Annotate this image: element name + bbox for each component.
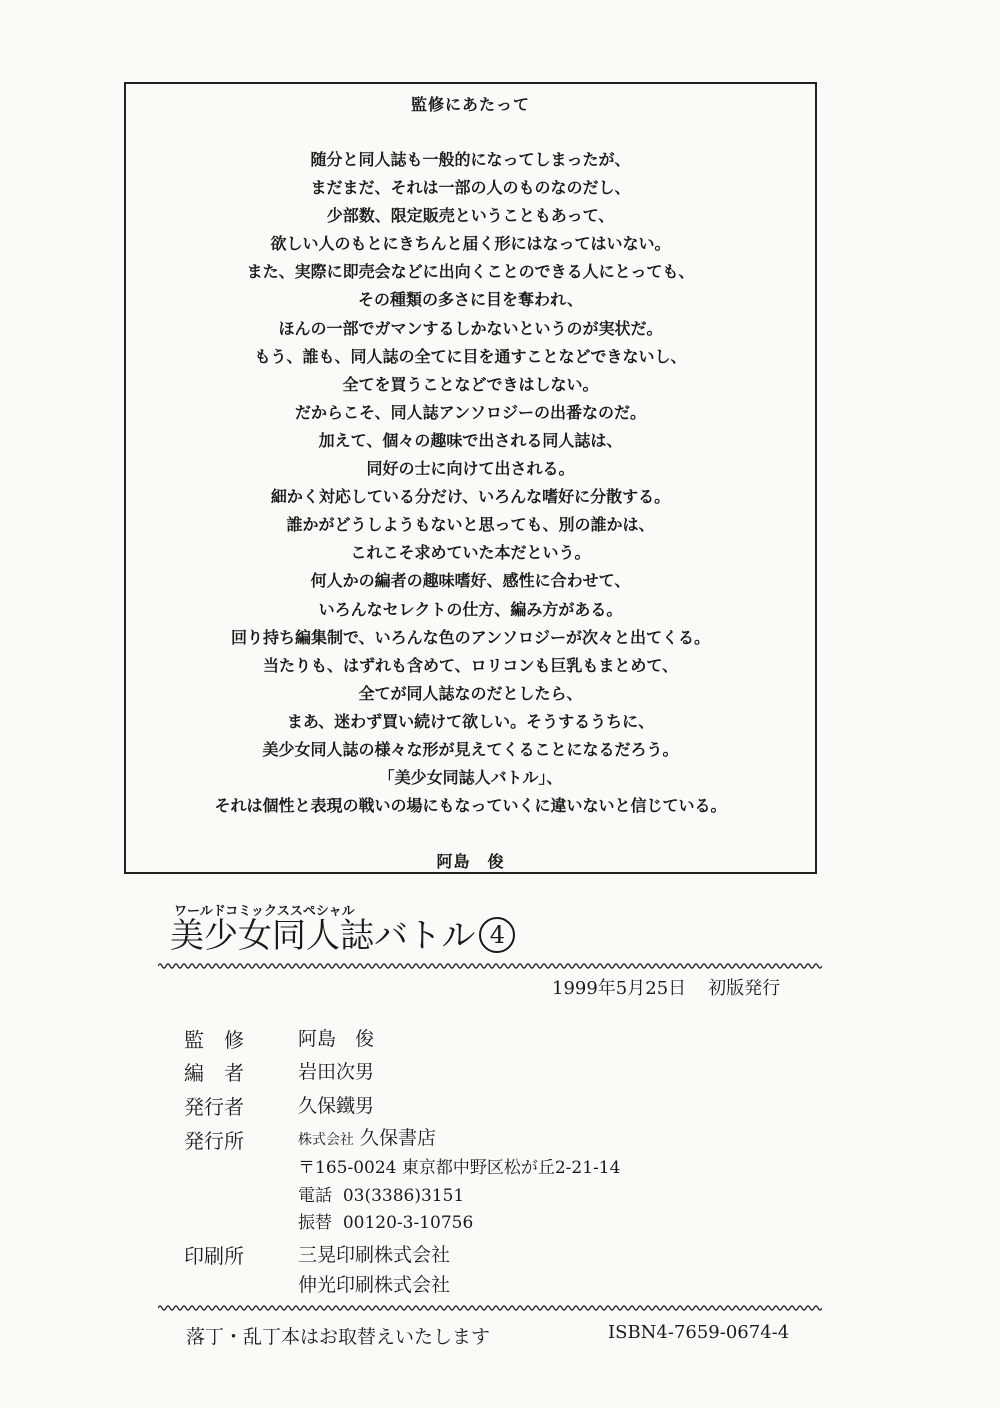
preface-line: 美少女同人誌の様々な形が見えてくることになるだろう。 (262, 739, 679, 759)
date-text: 1999年5月25日 (552, 978, 687, 999)
printer-name-1: 三晃印刷株式会社 (298, 1244, 451, 1266)
volume-number: 4 (479, 917, 515, 953)
preface-line: もう、誰も、同人誌の全てに目を通すことなどできないし、 (254, 346, 687, 366)
preface-line: 細かく対応している分だけ、いろんな嗜好に分散する。 (270, 487, 671, 507)
preface-line: ほんの一部でガマンするしかないというのが実状だ。 (278, 318, 663, 338)
preface-signature: 阿島 俊 (436, 852, 505, 871)
isbn: ISBN4-7659-0674-4 (608, 1322, 790, 1343)
preface-line: 加えて、個々の趣味で出される同人誌は、 (318, 430, 623, 450)
wave-divider-bottom (158, 1303, 822, 1313)
preface-line: 少部数、限定販売ということもあって、 (326, 206, 615, 226)
publisher-text: 久保書店 (360, 1127, 437, 1149)
preface-box (124, 82, 817, 874)
editor-label: 編 者 (184, 1061, 244, 1085)
transfer-number: 00120-3-10756 (342, 1213, 474, 1233)
publisher-phone (298, 1181, 464, 1206)
preface-line: 「美少女同誌人バトル」、 (378, 768, 563, 788)
phone-number: 03(3386)3151 (342, 1186, 465, 1206)
preface-line: まあ、迷わず買い続けて欲しい。そうするうちに、 (286, 711, 655, 731)
wave-divider-top (158, 961, 822, 971)
preface-line: まだまだ、それは一部の人のものなのだし、 (310, 178, 631, 198)
preface-line: 欲しい人のもとにきちんと届く形にはなってはいない。 (270, 234, 671, 254)
preface-line: これこそ求めていた本だという。 (350, 543, 591, 563)
publisher-name (298, 1123, 436, 1150)
edition-text: 初版発行 (708, 978, 781, 999)
preface-line: 当たりも、はずれも含めて、ロリコンも巨乳もまとめて、 (262, 655, 679, 675)
printer-label: 印刷所 (184, 1244, 244, 1268)
printer-name-2: 伸光印刷株式会社 (298, 1274, 451, 1296)
editor-name: 岩田次男 (298, 1061, 375, 1083)
preface-line: また、実際に即売会などに出向くことのできる人にとっても、 (246, 262, 695, 282)
book-title-text: 美少女同人誌バトル (170, 916, 476, 956)
preface-line: いろんなセレクトの仕方、編み方がある。 (318, 599, 623, 619)
preface-line: 随分と同人誌も一般的になってしまったが、 (310, 150, 631, 169)
preface-line: 回り持ち編集制で、いろんな色のアンソロジーが次々と出てくる。 (230, 627, 711, 647)
publication-date (552, 974, 780, 1000)
preface-title: 監修にあたって (410, 95, 530, 114)
publisher-transfer (298, 1208, 473, 1233)
publisher-prefix: 株式会社 (298, 1132, 354, 1148)
supervisor-label: 監 修 (184, 1028, 244, 1052)
transfer-label: 振替 (298, 1213, 332, 1233)
preface-line: その種類の多さに目を奪われ、 (358, 290, 583, 310)
publisher-label: 発行所 (184, 1129, 244, 1153)
preface-body (126, 146, 815, 820)
issuer-name: 久保鐵男 (298, 1095, 375, 1117)
preface-line: 全てが同人誌なのだとしたら、 (358, 683, 583, 703)
preface-line: 全てを買うことなどできはしない。 (342, 374, 599, 394)
preface-line: 同好の士に向けて出される。 (366, 459, 575, 479)
preface-line: 誰かがどうしようもないと思っても、別の誰かは、 (286, 515, 655, 535)
replacement-notice: 落丁・乱丁本はお取替えいたします (186, 1326, 491, 1348)
phone-label: 電話 (298, 1186, 332, 1206)
preface-line: だからこそ、同人誌アンソロジーの出番なのだ。 (294, 402, 647, 422)
book-title (170, 914, 515, 958)
issuer-label: 発行者 (184, 1095, 244, 1119)
preface-line: それは個性と表現の戦いの場にもなっていくに違いないと信じている。 (214, 796, 727, 816)
publisher-address: 〒165-0024 東京都中野区松が丘2-21-14 (298, 1158, 621, 1178)
series-label: ワールドコミックススペシャル (174, 904, 355, 919)
preface-line: 何人かの編者の趣味嗜好、感性に合わせて、 (310, 571, 631, 591)
supervisor-name: 阿島 俊 (298, 1028, 375, 1050)
